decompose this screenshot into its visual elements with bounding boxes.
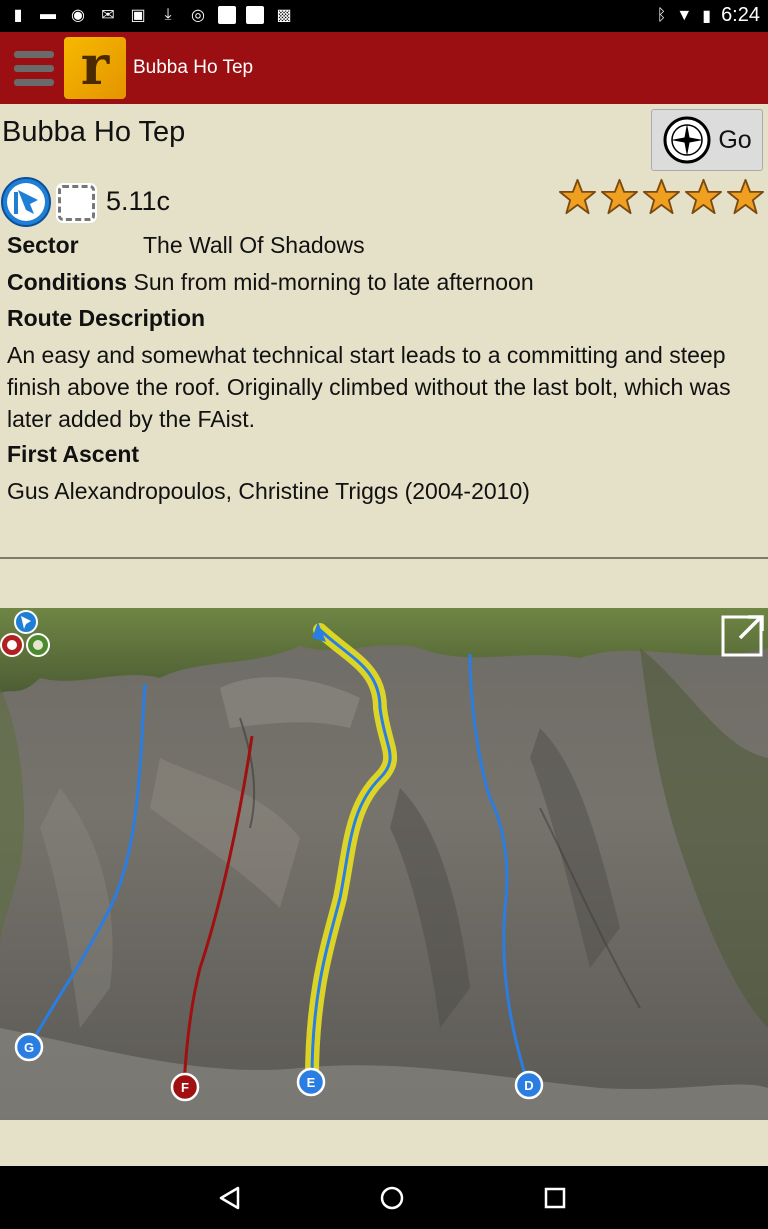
star-icon (601, 178, 638, 215)
app-notification-icon (218, 6, 236, 24)
status-bar (0, 0, 768, 32)
star-icon (643, 178, 680, 215)
clock: 6:24 (721, 4, 760, 26)
back-icon (216, 1184, 244, 1212)
route-marker-g[interactable] (16, 1034, 42, 1060)
route-info-row (0, 176, 768, 228)
sector-row (7, 229, 365, 261)
mail-icon: ✉ (101, 7, 115, 24)
bluetooth-icon: ᛒ (656, 6, 667, 24)
route-grade: 5.11c (106, 186, 171, 216)
route-marker-f[interactable] (172, 1074, 198, 1100)
download-icon: ⤓ (164, 6, 172, 23)
system-icons (657, 4, 760, 27)
app-bar-title: Bubba Ho Tep (133, 57, 254, 78)
star-icon (727, 178, 764, 215)
menu-button[interactable] (8, 42, 60, 94)
route-marker-e[interactable] (298, 1069, 324, 1095)
sector-value: The Wall Of Shadows (143, 232, 365, 258)
chat-icon: ▬ (40, 6, 56, 23)
notification-icons (8, 5, 294, 25)
battery-icon: ▮ (702, 7, 712, 25)
wifi-icon: ▼ (676, 6, 693, 24)
expand-icon[interactable] (720, 612, 766, 658)
description-heading: Route Description (7, 305, 206, 331)
go-button[interactable] (651, 109, 763, 171)
topo-image[interactable] (0, 608, 768, 1120)
first-ascent-heading: First Ascent (7, 441, 140, 467)
home-button[interactable] (374, 1180, 410, 1216)
app-notification-icon (246, 6, 264, 24)
sim-alert-icon: ▮ (13, 7, 23, 24)
app-bar (0, 32, 768, 104)
menu-icon (14, 51, 54, 58)
first-ascent-value: Gus Alexandropoulos, Christine Triggs (2004-2010) (7, 478, 530, 504)
compass-icon (662, 115, 712, 165)
route-marker-d-label: D (524, 1078, 534, 1093)
route-marker-d[interactable] (516, 1072, 542, 1098)
route-marker-e-label: E (306, 1075, 316, 1090)
star-rating (559, 178, 764, 215)
sync-icon: ◎ (191, 7, 205, 24)
briefcase-icon: ▩ (276, 7, 292, 24)
sport-route-icon (0, 176, 52, 228)
route-title: Bubba Ho Tep (2, 116, 186, 148)
route-marker-g-label: G (23, 1040, 35, 1055)
logo-letter: r (80, 33, 110, 97)
route-description: An easy and somewhat technical start leads to a committing and steep finish above the roof. Originally climbed without the last bolt, which was later added by the FAist. (7, 342, 731, 432)
sector-label: Sector (7, 232, 79, 258)
home-icon (378, 1184, 406, 1212)
location-icon: ◉ (71, 7, 85, 24)
conditions-label: Conditions (7, 269, 128, 295)
image-icon: ▣ (130, 7, 146, 24)
recents-button[interactable] (537, 1180, 573, 1216)
divider (0, 557, 768, 559)
route-marker-f-label: F (181, 1080, 189, 1095)
navigation-bar (0, 1166, 768, 1229)
star-icon (559, 178, 596, 215)
app-logo[interactable] (64, 33, 126, 99)
conditions-row (7, 266, 534, 298)
conditions-value: Sun from mid-morning to late afternoon (133, 269, 534, 295)
back-button[interactable] (212, 1180, 248, 1216)
recents-icon (541, 1184, 569, 1212)
star-icon (685, 178, 722, 215)
go-label: Go (718, 125, 752, 154)
ticked-checkbox[interactable] (58, 185, 95, 221)
